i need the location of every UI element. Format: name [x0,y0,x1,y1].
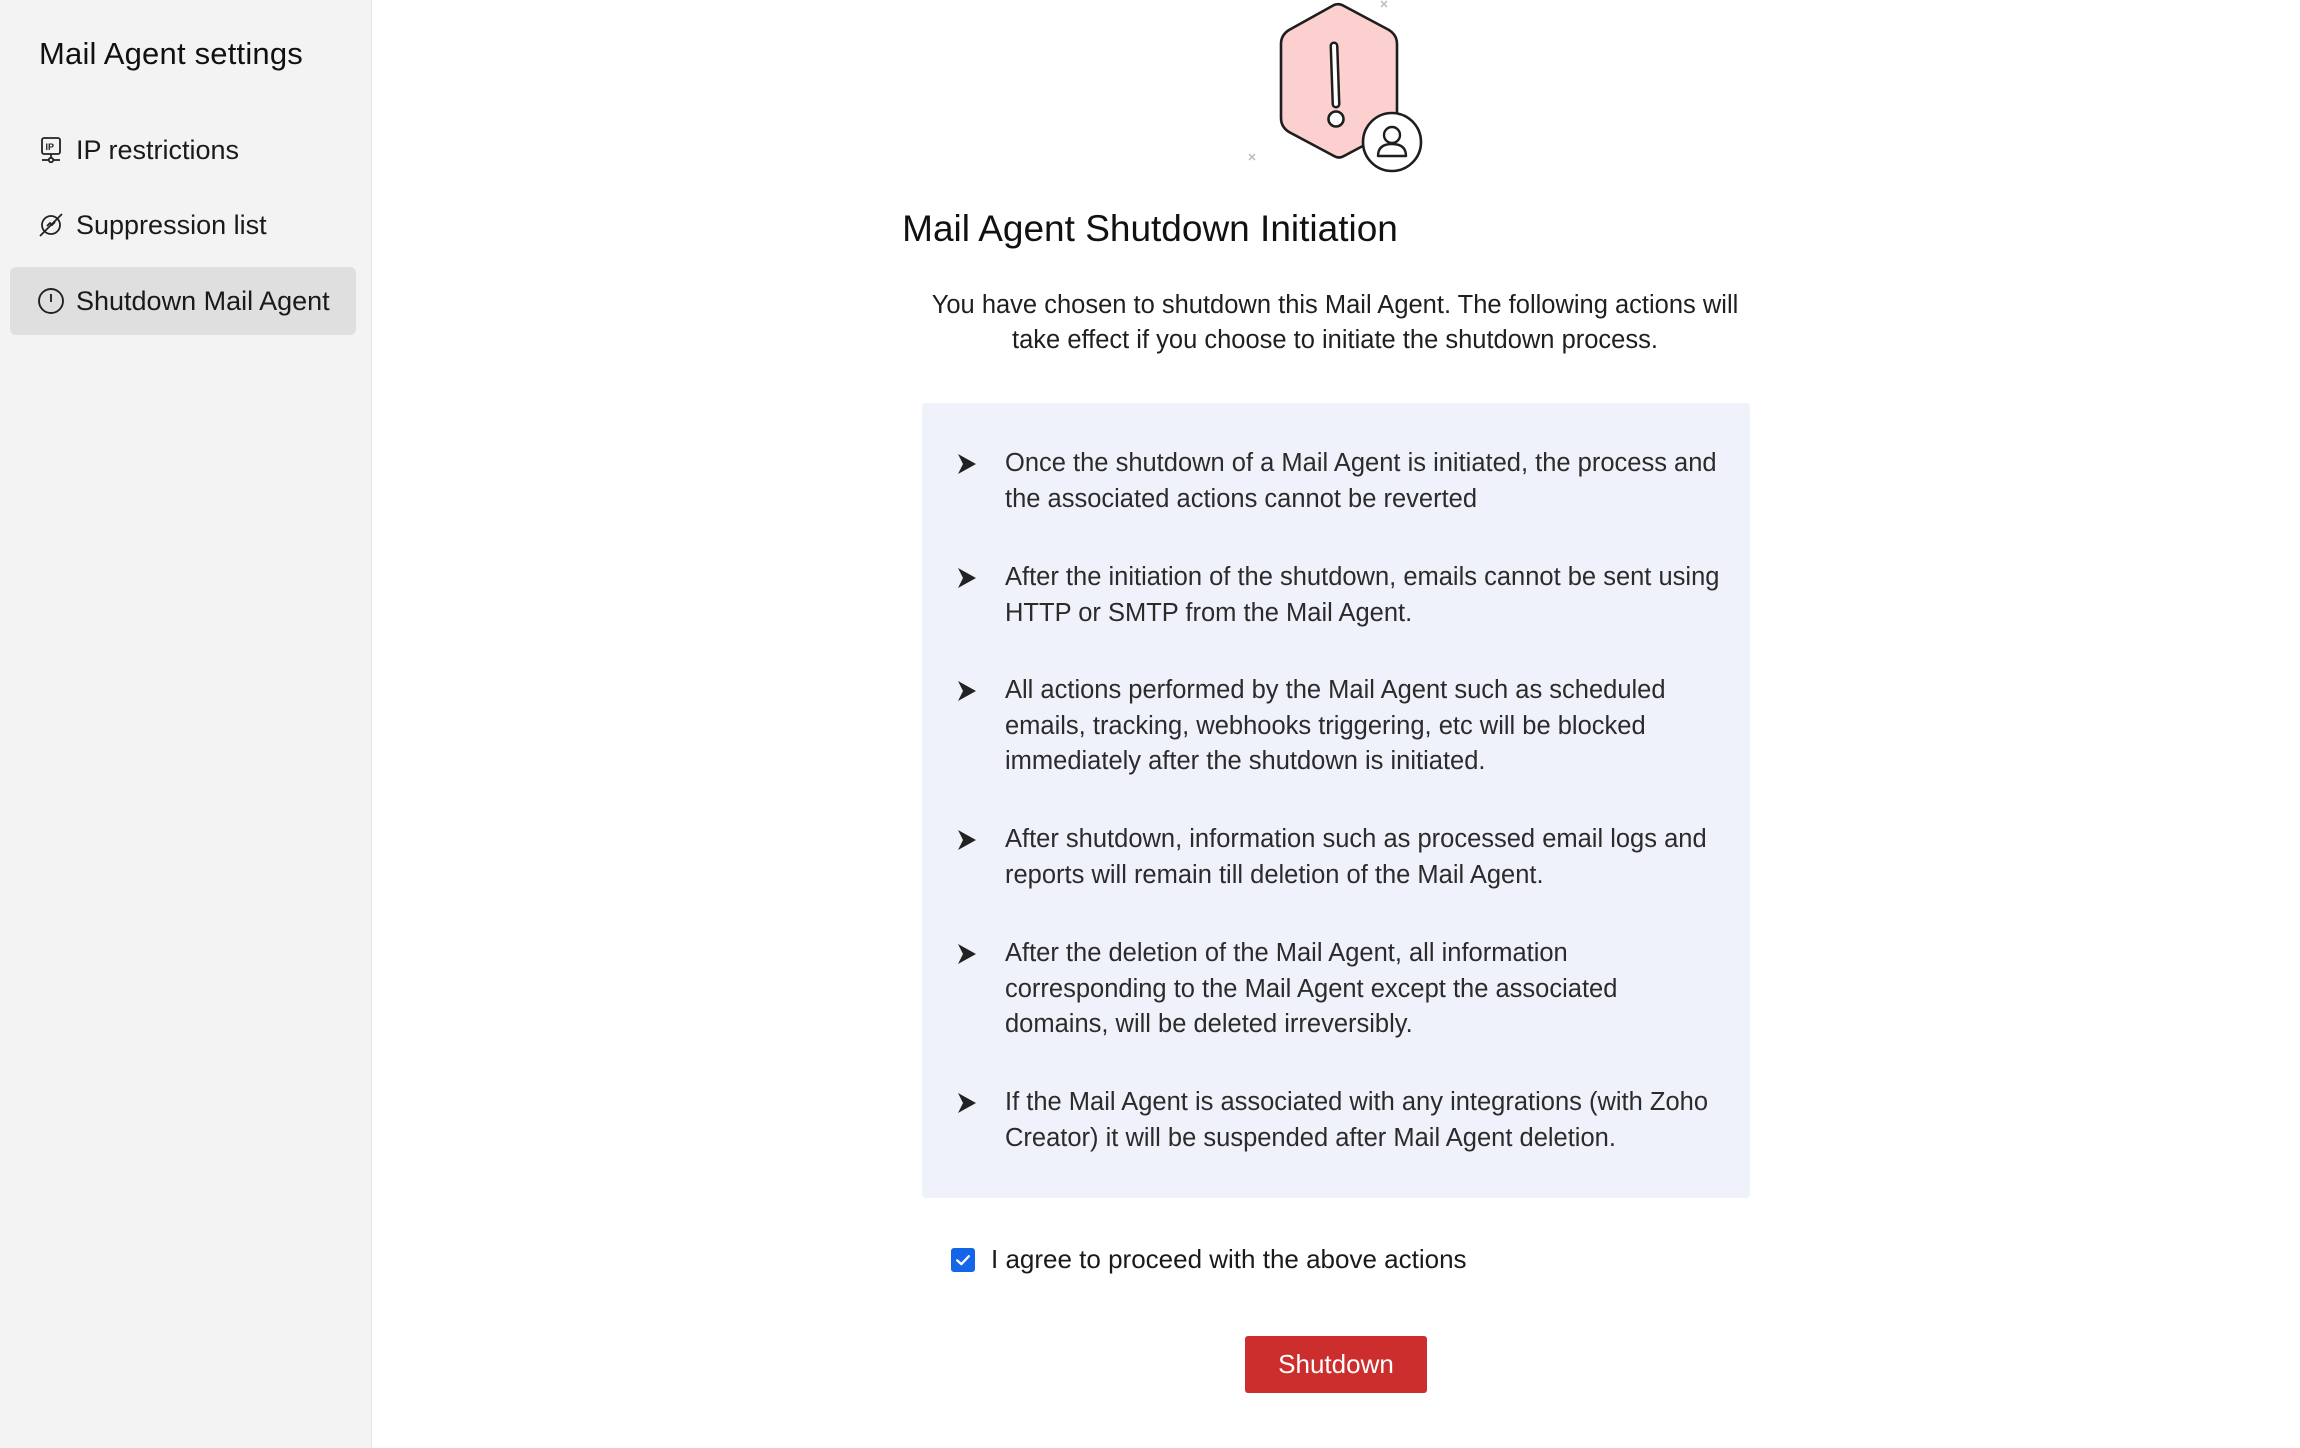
list-item [922,446,1750,517]
bullet-arrow-icon [955,1091,979,1115]
bullet-arrow-icon [955,452,979,476]
ip-restriction-icon [36,135,66,165]
warning-hexagon-user-icon [1245,0,1435,180]
action-text: After the deletion of the Mail Agent, all information corresponding to the Mail Agent except the associated domains, will be deleted irreversibly. [1005,939,1618,1038]
sidebar-item-ip-restrictions[interactable] [10,116,356,184]
list-item [922,673,1750,780]
action-text: All actions performed by the Mail Agent such as scheduled emails, tracking, webhooks triggering, etc will be blocked immediately after the shutdown is initiated. [1005,676,1666,775]
bullet-arrow-icon [955,828,979,852]
action-text: Once the shutdown of a Mail Agent is initiated, the process and the associated actions cannot be reverted [1005,449,1717,513]
sidebar-item-label: IP restrictions [76,134,240,165]
power-icon [36,286,66,316]
sidebar-item-label: Shutdown Mail Agent [76,285,330,316]
svg-text:IP: IP [45,142,55,152]
agree-checkbox-row[interactable] [951,1244,1467,1275]
checkmark-icon [953,1250,973,1270]
bullet-arrow-icon [955,566,979,590]
shutdown-button[interactable]: Shutdown [1245,1336,1427,1393]
agree-checkbox[interactable] [951,1248,975,1272]
action-text: If the Mail Agent is associated with any integrations (with Zoho Creator) it will be suspended after Mail Agent deletion. [1005,1088,1709,1152]
shutdown-actions-panel [922,403,1750,1198]
bullet-arrow-icon [955,942,979,966]
intro-text: You have chosen to shutdown this Mail Agent. The following actions will take effect if you choose to initiate the shutdown process. [931,291,1739,354]
list-item [922,560,1750,631]
agree-label: I agree to proceed with the above actions [991,1244,1467,1274]
list-item [922,936,1750,1043]
bullet-arrow-icon [955,679,979,703]
list-item [922,822,1750,893]
page-title: Mail Agent Shutdown Initiation [902,208,1398,249]
sidebar-title: Mail Agent settings [39,36,304,71]
list-item [922,1085,1750,1156]
sidebar-item-label: Suppression list [76,209,267,240]
sidebar-item-shutdown-mail-agent[interactable] [10,267,356,335]
action-text: After the initiation of the shutdown, emails cannot be sent using HTTP or SMTP from the Mail Agent. [1005,563,1720,627]
action-text: After shutdown, information such as processed email logs and reports will remain till deletion of the Mail Agent. [1005,825,1707,889]
